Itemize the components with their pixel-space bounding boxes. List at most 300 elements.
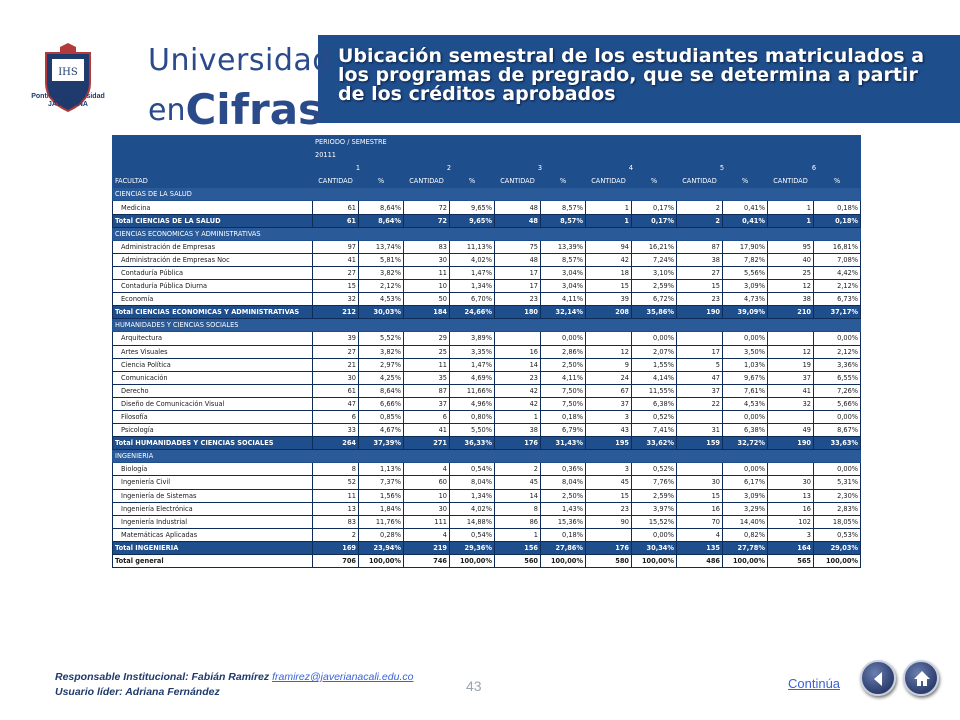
cantidad-cell: 11 <box>404 358 450 371</box>
cantidad-cell: 184 <box>404 306 450 319</box>
cantidad-cell: 2 <box>495 463 541 476</box>
row-label: Comunicación <box>113 371 313 384</box>
percent-cell: 5,31% <box>814 476 861 489</box>
cantidad-cell: 1 <box>495 410 541 423</box>
cantidad-cell: 15 <box>313 280 359 293</box>
percent-cell: 0,53% <box>814 528 861 541</box>
percent-cell: 2,12% <box>814 345 861 358</box>
cantidad-cell: 8 <box>313 463 359 476</box>
cantidad-cell: 190 <box>677 306 723 319</box>
percent-cell: 3,09% <box>723 280 768 293</box>
cantidad-cell: 195 <box>586 437 632 450</box>
cantidad-cell: 47 <box>313 397 359 410</box>
table-row <box>113 371 861 384</box>
cantidad-cell: 90 <box>586 515 632 528</box>
cantidad-cell: 5 <box>677 358 723 371</box>
percent-cell: 3,09% <box>723 489 768 502</box>
header-corner <box>113 162 313 175</box>
home-icon <box>912 669 932 689</box>
percent-cell: 23,94% <box>359 541 404 554</box>
percent-cell: 6,79% <box>541 424 586 437</box>
cantidad-cell: 37 <box>677 384 723 397</box>
cantidad-cell: 30 <box>313 371 359 384</box>
percent-cell: 7,76% <box>632 476 677 489</box>
table-row <box>113 502 861 515</box>
percent-cell: 0,18% <box>541 410 586 423</box>
continue-link[interactable]: Continúa <box>788 676 841 691</box>
percent-cell: 2,50% <box>541 358 586 371</box>
percent-cell: 6,17% <box>723 476 768 489</box>
percent-cell: 16,21% <box>632 240 677 253</box>
cantidad-cell: 14 <box>495 358 541 371</box>
cantidad-cell: 19 <box>768 358 814 371</box>
table-row <box>113 397 861 410</box>
percent-cell: 0,00% <box>632 332 677 345</box>
percent-cell: 5,66% <box>814 397 861 410</box>
cantidad-cell: 87 <box>404 384 450 397</box>
row-label: Administración de Empresas Noc <box>113 253 313 266</box>
cantidad-cell: 86 <box>495 515 541 528</box>
table-row <box>113 489 861 502</box>
logo-area <box>0 35 332 134</box>
percent-cell: 3,04% <box>541 266 586 279</box>
cantidad-cell: 3 <box>586 463 632 476</box>
row-label: Total INGENIERIA <box>113 541 313 554</box>
brand-line2-small: en <box>148 93 186 128</box>
responsable-line <box>55 670 413 685</box>
row-label: Filosofía <box>113 410 313 423</box>
percent-cell: 0,41% <box>723 214 768 227</box>
cantidad-column-header: CANTIDAD <box>677 175 723 188</box>
row-label: Diseño de Comunicación Visual <box>113 397 313 410</box>
cantidad-cell: 706 <box>313 555 359 568</box>
percent-cell: 11,76% <box>359 515 404 528</box>
cantidad-cell: 6 <box>404 410 450 423</box>
percent-cell: 1,34% <box>450 489 495 502</box>
table-body <box>113 136 861 568</box>
cantidad-cell: 12 <box>586 345 632 358</box>
cantidad-cell <box>768 410 814 423</box>
cantidad-cell: 83 <box>404 240 450 253</box>
cantidad-cell: 70 <box>677 515 723 528</box>
shield-caption: Pontificia Universidad JAVERIANA <box>31 93 105 108</box>
header-row-periodo <box>113 136 861 149</box>
percent-cell: 0,00% <box>814 410 861 423</box>
cantidad-cell: 208 <box>586 306 632 319</box>
cantidad-cell: 23 <box>495 293 541 306</box>
percent-cell: 2,59% <box>632 489 677 502</box>
cantidad-cell: 13 <box>768 489 814 502</box>
cantidad-cell: 111 <box>404 515 450 528</box>
cantidad-cell: 169 <box>313 541 359 554</box>
cantidad-cell: 87 <box>677 240 723 253</box>
percent-cell: 7,61% <box>723 384 768 397</box>
cantidad-cell: 13 <box>313 502 359 515</box>
cantidad-cell: 12 <box>768 345 814 358</box>
percent-cell: 1,55% <box>632 358 677 371</box>
row-label: Artes Visuales <box>113 345 313 358</box>
row-label: Total general <box>113 555 313 568</box>
percent-column-header: % <box>359 175 404 188</box>
percent-cell: 3,97% <box>632 502 677 515</box>
percent-cell: 18,05% <box>814 515 861 528</box>
cantidad-cell: 25 <box>404 345 450 358</box>
cantidad-cell: 17 <box>677 345 723 358</box>
percent-column-header: % <box>541 175 586 188</box>
cantidad-cell: 33 <box>313 424 359 437</box>
percent-cell: 6,38% <box>632 397 677 410</box>
percent-cell: 7,37% <box>359 476 404 489</box>
percent-cell: 37,17% <box>814 306 861 319</box>
percent-cell: 100,00% <box>814 555 861 568</box>
percent-cell: 0,36% <box>541 463 586 476</box>
cantidad-cell: 37 <box>404 397 450 410</box>
cantidad-cell: 45 <box>495 476 541 489</box>
cantidad-cell: 41 <box>768 384 814 397</box>
cantidad-cell: 159 <box>677 437 723 450</box>
percent-cell: 11,55% <box>632 384 677 397</box>
section-row <box>113 188 861 201</box>
cantidad-column-header: CANTIDAD <box>768 175 814 188</box>
row-label: Contaduría Pública Diurna <box>113 280 313 293</box>
cantidad-cell: 2 <box>313 528 359 541</box>
cantidad-cell: 1 <box>586 214 632 227</box>
table-row <box>113 424 861 437</box>
percent-cell: 3,35% <box>450 345 495 358</box>
cantidad-cell: 43 <box>586 424 632 437</box>
cantidad-cell: 135 <box>677 541 723 554</box>
percent-cell: 17,90% <box>723 240 768 253</box>
percent-cell: 27,78% <box>723 541 768 554</box>
percent-column-header: % <box>723 175 768 188</box>
percent-cell: 1,56% <box>359 489 404 502</box>
cantidad-cell: 15 <box>677 489 723 502</box>
row-label: Ciencia Política <box>113 358 313 371</box>
percent-cell: 32,14% <box>541 306 586 319</box>
footer-credits <box>55 670 413 700</box>
percent-cell: 3,10% <box>632 266 677 279</box>
cantidad-cell: 16 <box>495 345 541 358</box>
responsable-label: Responsable Institucional: Fabián Ramírez <box>55 671 270 683</box>
cantidad-cell: 486 <box>677 555 723 568</box>
percent-cell: 7,26% <box>814 384 861 397</box>
percent-cell: 29,03% <box>814 541 861 554</box>
cantidad-cell: 30 <box>677 476 723 489</box>
page-number: 43 <box>466 678 482 694</box>
percent-cell: 37,39% <box>359 437 404 450</box>
percent-cell: 4,53% <box>723 397 768 410</box>
total-row <box>113 437 861 450</box>
cantidad-cell: 8 <box>495 502 541 515</box>
cantidad-cell: 30 <box>404 502 450 515</box>
percent-cell: 2,07% <box>632 345 677 358</box>
back-button[interactable] <box>860 660 896 696</box>
cantidad-cell: 12 <box>768 280 814 293</box>
responsable-email-link[interactable]: framirez@javerianacali.edu.co <box>272 671 414 683</box>
percent-cell: 4,67% <box>359 424 404 437</box>
row-label: Administración de Empresas <box>113 240 313 253</box>
section-label: CIENCIAS DE LA SALUD <box>113 188 861 201</box>
cantidad-column-header: CANTIDAD <box>313 175 359 188</box>
table-row <box>113 476 861 489</box>
cantidad-cell: 23 <box>677 293 723 306</box>
row-label: Biología <box>113 463 313 476</box>
section-row <box>113 227 861 240</box>
percent-cell: 1,03% <box>723 358 768 371</box>
percent-cell: 6,73% <box>814 293 861 306</box>
percent-cell: 6,66% <box>359 397 404 410</box>
home-button[interactable] <box>903 660 939 696</box>
cantidad-cell: 15 <box>586 489 632 502</box>
percent-cell: 8,64% <box>359 201 404 214</box>
percent-cell: 7,50% <box>541 384 586 397</box>
percent-cell: 100,00% <box>723 555 768 568</box>
cantidad-cell: 61 <box>313 214 359 227</box>
cantidad-cell: 40 <box>768 253 814 266</box>
table-row <box>113 266 861 279</box>
percent-cell: 4,73% <box>723 293 768 306</box>
percent-cell: 8,04% <box>450 476 495 489</box>
section-row <box>113 319 861 332</box>
percent-cell: 0,28% <box>359 528 404 541</box>
row-label: Derecho <box>113 384 313 397</box>
percent-cell: 7,50% <box>541 397 586 410</box>
percent-cell: 5,50% <box>450 424 495 437</box>
cantidad-cell: 16 <box>768 502 814 515</box>
table-row <box>113 384 861 397</box>
cantidad-cell: 48 <box>495 214 541 227</box>
cantidad-cell: 60 <box>404 476 450 489</box>
semester-header: 3 <box>495 162 586 175</box>
table-row <box>113 293 861 306</box>
row-label: Ingeniería Electrónica <box>113 502 313 515</box>
cantidad-cell: 10 <box>404 489 450 502</box>
row-label: Total CIENCIAS ECONOMICAS Y ADMINISTRATIVAS <box>113 306 313 319</box>
cantidad-cell <box>677 410 723 423</box>
cantidad-cell: 35 <box>404 371 450 384</box>
row-label: Medicina <box>113 201 313 214</box>
percent-cell: 1,34% <box>450 280 495 293</box>
cantidad-cell: 24 <box>586 371 632 384</box>
cantidad-cell: 746 <box>404 555 450 568</box>
percent-cell: 6,55% <box>814 371 861 384</box>
usuario-line: Usuario líder: Adriana Fernández <box>55 686 220 698</box>
cantidad-cell: 264 <box>313 437 359 450</box>
cantidad-cell: 48 <box>495 201 541 214</box>
cantidad-cell: 48 <box>495 253 541 266</box>
percent-cell: 7,41% <box>632 424 677 437</box>
header-row-periodo-value <box>113 149 861 162</box>
cantidad-cell: 61 <box>313 201 359 214</box>
cantidad-cell: 219 <box>404 541 450 554</box>
percent-cell: 3,36% <box>814 358 861 371</box>
facultad-label: FACULTAD <box>113 175 313 188</box>
cantidad-cell <box>677 332 723 345</box>
cantidad-cell: 94 <box>586 240 632 253</box>
percent-cell: 14,88% <box>450 515 495 528</box>
row-label: Arquitectura <box>113 332 313 345</box>
row-label: Contaduría Pública <box>113 266 313 279</box>
percent-cell: 24,66% <box>450 306 495 319</box>
percent-cell: 7,82% <box>723 253 768 266</box>
percent-cell: 8,57% <box>541 214 586 227</box>
cantidad-cell: 1 <box>495 528 541 541</box>
percent-cell: 7,24% <box>632 253 677 266</box>
cantidad-cell <box>768 332 814 345</box>
row-label: Ingeniería de Sistemas <box>113 489 313 502</box>
percent-cell: 1,43% <box>541 502 586 515</box>
cantidad-cell: 4 <box>404 463 450 476</box>
cantidad-cell: 212 <box>313 306 359 319</box>
cantidad-cell: 2 <box>677 201 723 214</box>
row-label: Psicología <box>113 424 313 437</box>
semester-header: 1 <box>313 162 404 175</box>
percent-cell: 2,30% <box>814 489 861 502</box>
cantidad-cell: 27 <box>677 266 723 279</box>
percent-cell: 0,85% <box>359 410 404 423</box>
cantidad-cell: 39 <box>313 332 359 345</box>
percent-cell: 30,34% <box>632 541 677 554</box>
cantidad-cell: 271 <box>404 437 450 450</box>
percent-cell: 13,74% <box>359 240 404 253</box>
cantidad-cell: 11 <box>313 489 359 502</box>
cantidad-column-header: CANTIDAD <box>586 175 632 188</box>
cantidad-cell: 1 <box>586 201 632 214</box>
percent-cell: 4,53% <box>359 293 404 306</box>
data-table-container <box>112 135 860 568</box>
cantidad-cell: 38 <box>677 253 723 266</box>
percent-cell: 0,52% <box>632 410 677 423</box>
brand-line2 <box>148 81 324 134</box>
percent-cell: 4,02% <box>450 502 495 515</box>
grand-total-row <box>113 555 861 568</box>
back-arrow-icon <box>869 669 889 689</box>
cantidad-column-header: CANTIDAD <box>495 175 541 188</box>
cantidad-cell: 4 <box>677 528 723 541</box>
semester-header: 2 <box>404 162 495 175</box>
percent-cell: 4,02% <box>450 253 495 266</box>
table-row <box>113 253 861 266</box>
cantidad-cell: 18 <box>586 266 632 279</box>
percent-cell: 35,86% <box>632 306 677 319</box>
percent-cell: 1,47% <box>450 358 495 371</box>
percent-cell: 3,82% <box>359 266 404 279</box>
cantidad-cell: 38 <box>495 424 541 437</box>
cantidad-cell: 27 <box>313 345 359 358</box>
percent-cell: 15,52% <box>632 515 677 528</box>
percent-cell: 2,86% <box>541 345 586 358</box>
percent-cell: 8,04% <box>541 476 586 489</box>
page-title: Ubicación semestral de los estudiantes matriculados a los programas de pregrado, que se determina a partir de los créditos aprobados <box>338 45 925 105</box>
cantidad-cell: 32 <box>313 293 359 306</box>
percent-cell: 15,36% <box>541 515 586 528</box>
percent-cell: 3,50% <box>723 345 768 358</box>
percent-cell: 16,81% <box>814 240 861 253</box>
cantidad-cell: 17 <box>495 266 541 279</box>
percent-cell: 1,13% <box>359 463 404 476</box>
percent-cell: 6,70% <box>450 293 495 306</box>
cantidad-cell: 25 <box>768 266 814 279</box>
cantidad-cell <box>586 332 632 345</box>
percent-cell: 100,00% <box>541 555 586 568</box>
cantidad-cell: 10 <box>404 280 450 293</box>
percent-cell: 2,83% <box>814 502 861 515</box>
cantidad-cell: 16 <box>677 502 723 515</box>
percent-cell: 0,00% <box>723 332 768 345</box>
section-label: INGENIERIA <box>113 450 861 463</box>
percent-cell: 4,42% <box>814 266 861 279</box>
periodo-value: 20111 <box>313 149 861 162</box>
row-label: Ingeniería Industrial <box>113 515 313 528</box>
cantidad-cell: 50 <box>404 293 450 306</box>
percent-cell: 33,63% <box>814 437 861 450</box>
percent-column-header: % <box>814 175 861 188</box>
cantidad-cell: 38 <box>768 293 814 306</box>
percent-cell: 2,59% <box>632 280 677 293</box>
cantidad-cell: 23 <box>586 502 632 515</box>
row-label: Ingeniería Civil <box>113 476 313 489</box>
percent-cell: 0,80% <box>450 410 495 423</box>
cantidad-cell: 27 <box>313 266 359 279</box>
cantidad-cell: 32 <box>768 397 814 410</box>
percent-cell: 8,64% <box>359 384 404 397</box>
table-row <box>113 515 861 528</box>
cantidad-cell: 190 <box>768 437 814 450</box>
percent-cell: 9,65% <box>450 201 495 214</box>
percent-cell: 5,81% <box>359 253 404 266</box>
table-row <box>113 528 861 541</box>
percent-cell: 9,65% <box>450 214 495 227</box>
semester-header: 5 <box>677 162 768 175</box>
cantidad-cell <box>768 463 814 476</box>
percent-cell: 13,39% <box>541 240 586 253</box>
percent-cell: 5,52% <box>359 332 404 345</box>
table-row <box>113 463 861 476</box>
total-row <box>113 214 861 227</box>
percent-cell: 4,69% <box>450 371 495 384</box>
cantidad-cell: 39 <box>586 293 632 306</box>
cantidad-cell: 97 <box>313 240 359 253</box>
cantidad-cell: 156 <box>495 541 541 554</box>
total-row <box>113 306 861 319</box>
total-row <box>113 541 861 554</box>
percent-cell: 0,00% <box>814 463 861 476</box>
cantidad-cell: 4 <box>404 528 450 541</box>
section-row <box>113 450 861 463</box>
header-row-columns <box>113 175 861 188</box>
section-label: CIENCIAS ECONOMICAS Y ADMINISTRATIVAS <box>113 227 861 240</box>
cantidad-cell: 37 <box>768 371 814 384</box>
header-corner <box>113 149 313 162</box>
table-row <box>113 280 861 293</box>
percent-cell: 1,47% <box>450 266 495 279</box>
row-label: Economía <box>113 293 313 306</box>
svg-text:IHS: IHS <box>58 67 78 78</box>
percent-cell: 0,54% <box>450 463 495 476</box>
cantidad-cell: 102 <box>768 515 814 528</box>
header-row-semesters <box>113 162 861 175</box>
cantidad-cell: 45 <box>586 476 632 489</box>
cantidad-cell: 580 <box>586 555 632 568</box>
cantidad-cell: 15 <box>677 280 723 293</box>
table-row <box>113 240 861 253</box>
percent-cell: 30,03% <box>359 306 404 319</box>
percent-cell: 2,97% <box>359 358 404 371</box>
percent-cell: 0,17% <box>632 214 677 227</box>
cantidad-cell: 176 <box>495 437 541 450</box>
cantidad-cell <box>495 332 541 345</box>
percent-cell: 3,04% <box>541 280 586 293</box>
